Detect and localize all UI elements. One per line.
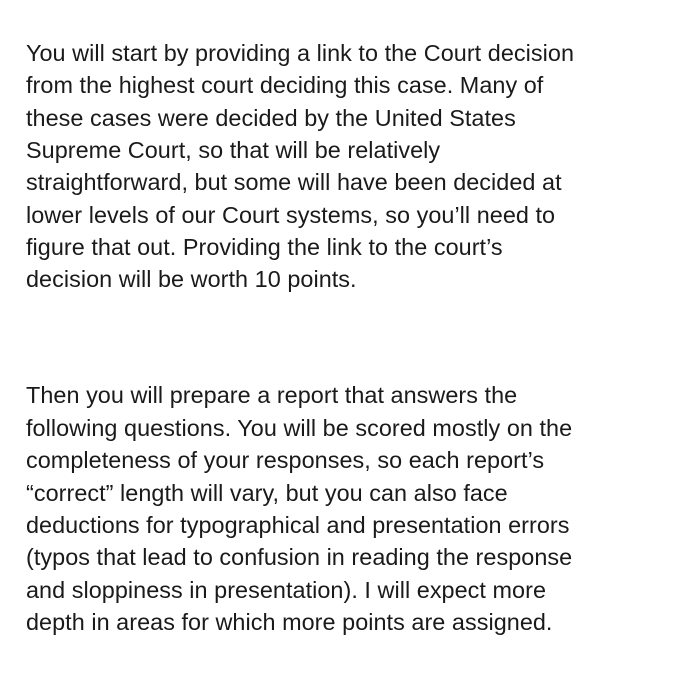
paragraph-2-line-2: following questions. You will be scored mostly on the [26,415,573,441]
paragraph-1-line-8: decision will be worth 10 points. [26,266,357,292]
paragraph-1-line-6: lower levels of our Court systems, so you’ll need to [26,202,556,228]
paragraph-2-line-7: and sloppiness in presentation). I will expect more [26,577,547,603]
paragraph-2-line-8: depth in areas for which more points are assigned. [26,609,553,635]
paragraph-2-line-6: (typos that lead to confusion in reading the response [26,544,573,570]
paragraph-2-line-4: “correct” length will vary, but you can also face [26,480,508,506]
paragraph-2-line-3: completeness of your responses, so each report’s [26,447,545,473]
paragraph-1-line-1: You will start by providing a link to the Court decision [26,40,575,66]
paragraph-1-line-5: straightforward, but some will have been decided at [26,169,562,195]
paragraph-2-line-1: Then you will prepare a report that answers the [26,382,518,408]
paragraph-1-line-3: these cases were decided by the United States [26,105,516,131]
paragraph-1-line-7: figure that out. Providing the link to the court’s [26,234,503,260]
paragraph-1-line-2: from the highest court deciding this case. Many of [26,72,544,98]
paragraph-1-line-4: Supreme Court, so that will be relatively [26,137,441,163]
paragraph-2-line-5: deductions for typographical and presentation errors [26,512,570,538]
